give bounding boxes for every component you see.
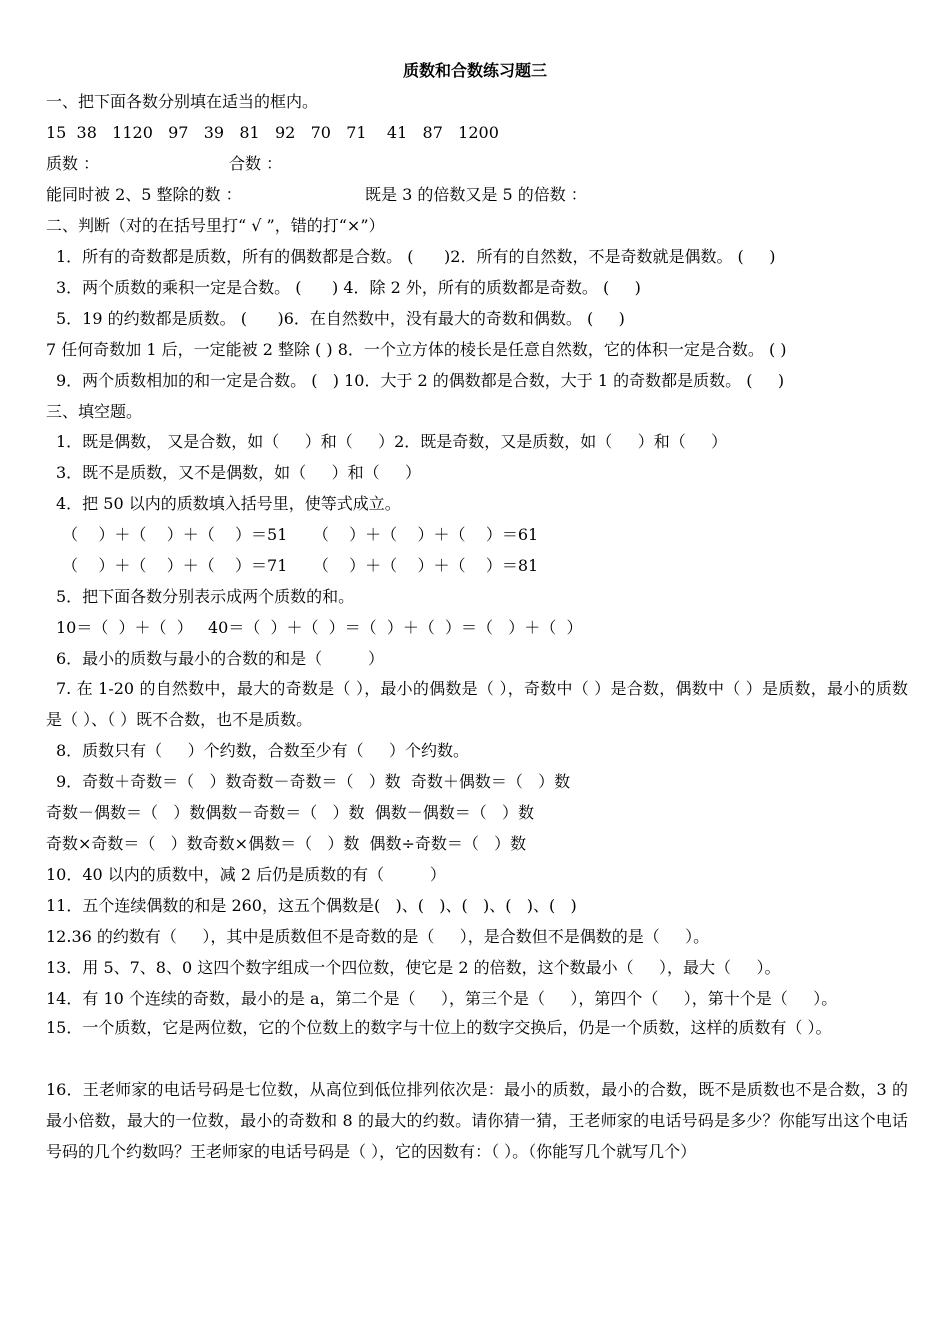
section-3-heading: 三、填空题。 bbox=[46, 402, 143, 421]
fill-q11: 11．五个连续偶数的和是 260，这五个偶数是( )、( )、( )、( )、( ) bbox=[46, 896, 577, 915]
fill-q15: 15．一个质数，它是两位数，它的个位数上的数字与十位上的数字交换后，仍是一个质数，这样的质数有（ ）。 bbox=[46, 1018, 832, 1037]
fill-q10: 10．40 以内的质数中，减 2 后仍是质数的有（ ） bbox=[46, 865, 446, 884]
fill-q7: 7. 在 1-20 的自然数中，最大的奇数是（ ），最小的偶数是（ ），奇数中（ ）是合数，偶数中（ ）是质数，最小的质数是（ ）、（ ）既不合数，也不是质数。 bbox=[46, 679, 908, 729]
number-list: 15 38 1120 97 39 81 92 70 71 41 87 1200 bbox=[46, 123, 499, 142]
page-title: 质数和合数练习题三 bbox=[402, 61, 547, 80]
fill-q12: 12.36 的约数有（ ），其中是质数但不是奇数的是（ ），是合数但不是偶数的是（ ）。 bbox=[46, 927, 710, 946]
multiple-of-3-and-5-label: 既是 3 的倍数又是 5 的倍数 ： bbox=[365, 185, 587, 204]
fill-q9-row-1: 9．奇数＋奇数＝（ ）数奇数－奇数＝（ ）数 奇数＋偶数＝（ ）数 bbox=[56, 772, 571, 791]
fill-q1: 1．既是偶数， 又是合数，如（ ）和（ ）2．既是奇数，又是质数，如（ ）和（ ） bbox=[56, 432, 728, 451]
fill-q5-equation: 10＝（ ）＋（ ） 40＝（ ）＋（ ）＝（ ）＋（ ）＝（ ）＋（ ） bbox=[56, 618, 583, 637]
fill-q4-equation-b: （ ）＋（ ）＋（ ）＝71 （ ）＋（ ）＋（ ）＝81 bbox=[62, 556, 539, 575]
fill-q13: 13．用 5、7、8、0 这四个数字组成一个四位数，使它是 2 的倍数，这个数最小（ ），最大（ ）。 bbox=[46, 958, 781, 977]
section-1-heading: 一、把下面各数分别填在适当的框内。 bbox=[46, 92, 319, 111]
judge-line-4: 7 任何奇数加 1 后，一定能被 2 整除 ( ) 8．一个立方体的棱长是任意自然数，它的体积一定是合数。 ( ) bbox=[46, 340, 787, 359]
fill-q5: 5．把下面各数分别表示成两个质数的和。 bbox=[56, 587, 355, 606]
fill-q9-row-2: 奇数－偶数＝（ ）数偶数－奇数＝（ ）数 偶数－偶数＝（ ）数 bbox=[46, 803, 534, 822]
fill-q4: 4．把 50 以内的质数填入括号里，使等式成立。 bbox=[56, 494, 401, 513]
section-2-heading: 二、判断（对的在括号里打“ √ ”，错的打“×”） bbox=[46, 216, 385, 235]
fill-q4-equation-a: （ ）＋（ ）＋（ ）＝51 （ ）＋（ ）＋（ ）＝61 bbox=[62, 525, 539, 544]
judge-line-1: 1．所有的奇数都是质数，所有的偶数都是合数。 ( )2．所有的自然数，不是奇数就是偶数。 ( ) bbox=[56, 247, 776, 266]
composite-label: 合数 ： bbox=[229, 154, 283, 173]
judge-line-3: 5．19 的约数都是质数。 ( )6．在自然数中，没有最大的奇数和偶数。 ( ) bbox=[56, 309, 625, 328]
divisible-by-2-and-5-label: 能同时被 2、5 整除的数 ： bbox=[46, 185, 242, 204]
prime-label: 质数 ： bbox=[46, 154, 100, 173]
fill-q8: 8．质数只有（ ）个约数，合数至少有（ ）个约数。 bbox=[56, 741, 470, 760]
fill-q14: 14．有 10 个连续的奇数，最小的是 a，第二个是（ ），第三个是（ ），第四个（ ），第十个是（ ）。 bbox=[46, 989, 838, 1008]
fill-q3: 3．既不是质数，又不是偶数，如（ ）和（ ） bbox=[56, 463, 422, 482]
fill-q9-row-3: 奇数×奇数＝（ ）数奇数×偶数＝（ ）数 偶数÷奇数＝（ ）数 bbox=[46, 834, 527, 853]
fill-q6: 6．最小的质数与最小的合数的和是（ ） bbox=[56, 649, 384, 668]
fill-q16: 16．王老师家的电话号码是七位数，从高位到低位排列依次是：最小的质数，最小的合数，既不是质数也不是合数，3 的最小倍数，最大的一位数，最小的奇数和 8 的最大的约数。请你猜一猜，王老师家的电话号码是多少？你能写出这个电话号码的几个约数吗？王老师家的电话号码是（ ），它的因数有：（ ）。（你能写几个就写几个） bbox=[46, 1080, 908, 1161]
judge-line-5: 9．两个质数相加的和一定是合数。 ( ) 10．大于 2 的偶数都是合数，大于 1 的奇数都是质数。 ( ) bbox=[56, 371, 785, 390]
judge-line-2: 3．两个质数的乘积一定是合数。 ( ) 4．除 2 外，所有的质数都是奇数。 ( ) bbox=[56, 278, 641, 297]
